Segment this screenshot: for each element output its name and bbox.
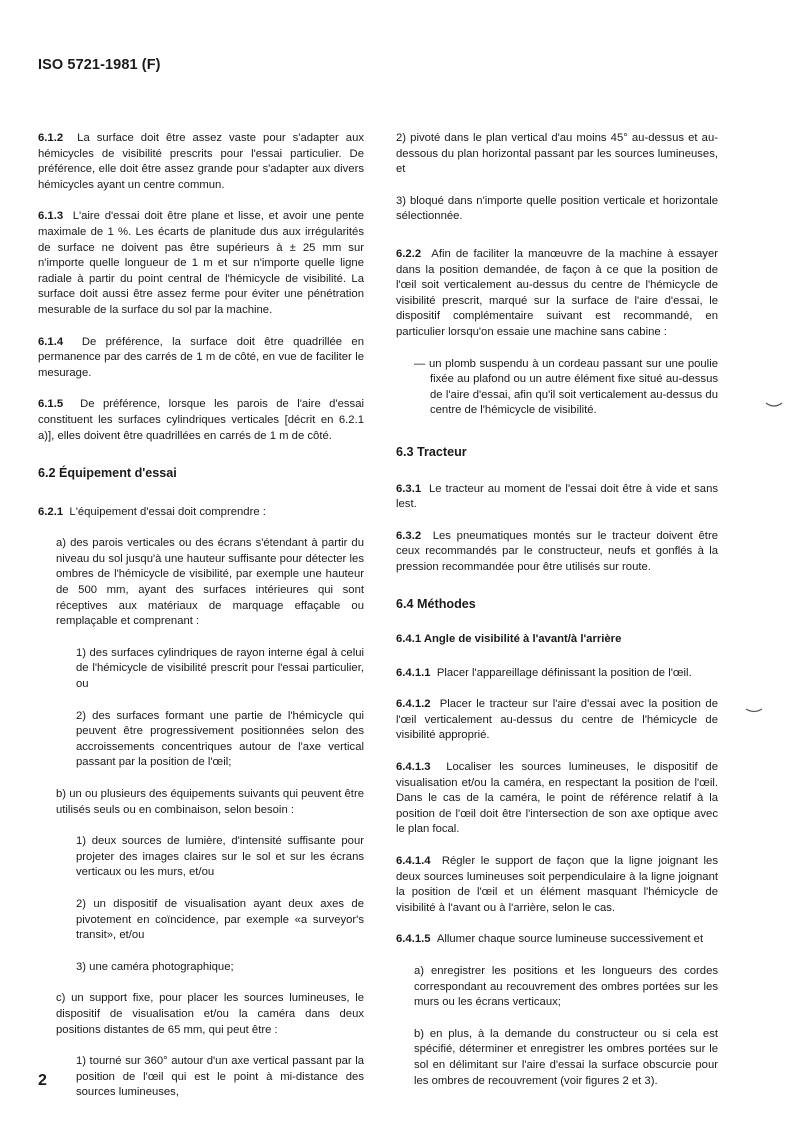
- page-number: 2: [38, 1072, 47, 1089]
- item-c: c) un support fixe, pour placer les sources lumineuses, le dispositif de visualisation et/ou la caméra dans deux positions distantes de 65 mm, qui peut être :: [56, 992, 364, 1036]
- clause-number: 6.2.2: [396, 247, 422, 260]
- item-b-2: 2) un dispositif de visualisation ayant deux axes de pivotement en coïncidence, par exemple «a surveyor's transit», et/ou: [76, 897, 364, 942]
- clause-text: Le tracteur au moment de l'essai doit être à vide et sans lest.: [396, 482, 718, 511]
- item-b-1: 1) deux sources de lumière, d'intensité suffisante pour projeter des images claires sur le sol et sur les écrans verticaux ou les murs, et/ou: [76, 835, 364, 879]
- section-heading: 6.4 Méthodes: [396, 597, 476, 612]
- item-b-3: 3) une caméra photographique;: [76, 960, 234, 973]
- clause-number: 6.4.1.2: [396, 698, 431, 711]
- document-header: ISO 5721-1981 (F): [38, 57, 161, 73]
- clause-6-3-2: [396, 529, 718, 576]
- clause-number: 6.4.1.1: [396, 666, 431, 679]
- clause-6-1-3: [38, 209, 364, 318]
- clause-number: 6.1.5: [38, 398, 64, 411]
- clause-number: 6.1.2: [38, 132, 64, 144]
- item-a-2: 2) des surfaces formant une partie de l'hémicycle qui peuvent être progressivement positionnées selon des accroissements concentriques autour de l'axe vertical passant par la position de l'œil;: [76, 709, 364, 769]
- item-a-1: 1) des surfaces cylindriques de rayon interne égal à celui de l'hémicycle de visibilité prescrit pour l'essai particulier, ou: [76, 646, 364, 691]
- dash-item-plumb: — un plomb suspendu à un cordeau passant sur une poulie fixée au plafond ou un autre élément fixe situé au-dessus de l'aire d'essai, afin qu'il soit verticalement au-dessus du centre de l'hémicycle de visibilité.: [414, 357, 718, 417]
- clause-6-4-1-4: [396, 854, 718, 916]
- item-c-3: 3) bloqué dans n'importe quelle position verticale et horizontale sélectionnée.: [396, 194, 718, 223]
- clause-text: De préférence, lorsque les parois de l'aire d'essai constituent les surfaces cylindriques verticales [décrit en 6.2.1 a)], elles doivent être quadrillées en carrés de 1 m de côté.: [38, 398, 364, 442]
- clause-6-4-1-2: [396, 697, 718, 744]
- clause-number: 6.3.1: [396, 482, 422, 495]
- item-c-1: 1) tourné sur 360° autour d'un axe vertical passant par la position de l'œil qui est le point à mi-distance des sources lumineuses,: [76, 1055, 364, 1099]
- clause-text: Localiser les sources lumineuses, le dispositif de visualisation et/ou la caméra, en respectant la position de l'œil. Dans le cas de la caméra, le point de référence relatif à la position de l'œil doit être l'intersection de son axe optique avec le plan focal.: [396, 761, 718, 836]
- section-6-3: [396, 445, 718, 462]
- clause-text: L'équipement d'essai doit comprendre :: [69, 505, 266, 518]
- clause-6-1-2: [38, 131, 364, 193]
- section-6-4: [396, 597, 718, 614]
- clause-6-1-5: [38, 397, 364, 444]
- item-right-b: b) en plus, à la demande du constructeur ou si cela est spécifié, déterminer et enregistrer les ombres portées sur le sol en délimitant sur l'aire d'essai la surface obscurcie pour les ombres de recouvrement (voir figures 2 et 3).: [414, 1027, 718, 1087]
- clause-text: Afin de faciliter la manœuvre de la machine à essayer dans la position demandée, de façon à ce que la position de l'œil soit verticalement au-dessus du centre de l'hémicycle de visibilité prescrit, marqué sur la surface de l'aire d'essai, le dispositif complémentaire suivant est recommandé, en particulier lorsqu'on essaie une machine sans cabine :: [396, 247, 718, 338]
- clause-6-1-4: [38, 335, 364, 382]
- clause-text: Régler le support de façon que la ligne joignant les deux sources lumineuses soit perpendiculaire à la ligne joignant la position de l'œil et un élément masquant l'hémicycle de visibilité à l'avant ou à l'arrière, selon le cas.: [396, 855, 718, 914]
- clause-text: Les pneumatiques montés sur le tracteur doivent être ceux recommandés par le constructeur, neufs et gonflés à la pression recommandée pour être utilisés sur route.: [396, 529, 718, 573]
- margin-mark-icon: [745, 706, 763, 716]
- clause-text: De préférence, la surface doit être quadrillée en permanence par des carrés de 1 m de côté, en vue de faciliter le mesurage.: [38, 335, 364, 379]
- clause-number: 6.4.1.5: [396, 933, 431, 946]
- clause-number: 6.1.4: [38, 335, 64, 348]
- clause-text: Placer l'appareillage définissant la position de l'œil.: [436, 666, 692, 679]
- clause-number: 6.1.3: [38, 210, 64, 223]
- subsection-heading: 6.4.1 Angle de visibilité à l'avant/à l'arrière: [396, 633, 622, 646]
- clause-number: 6.4.1.4: [396, 855, 431, 867]
- clause-6-3-1: [396, 482, 718, 513]
- item-b: b) un ou plusieurs des équipements suivants qui peuvent être utilisés seuls ou en combinaison, selon besoin :: [56, 788, 364, 816]
- clause-6-4-1-3: [396, 760, 718, 838]
- clause-number: 6.4.1.3: [396, 761, 431, 774]
- clause-text: La surface doit être assez vaste pour s'adapter aux hémicycles de visibilité prescrits pour l'essai particulier. De préférence, elle doit être assez grande pour s'adapter aux divers hémicycles ayant un centre commun.: [38, 132, 365, 191]
- clause-6-2-1: [38, 505, 364, 521]
- left-column: [38, 131, 364, 1117]
- clause-number: 6.2.1: [38, 505, 64, 518]
- clause-number: 6.3.2: [396, 529, 422, 542]
- clause-text: L'aire d'essai doit être plane et lisse, et avoir une pente maximale de 1 %. Les écarts de planitude dus aux irrégularités de surface ne doivent pas être supérieurs à ± 25 mm sur n'importe quelle longueur de 1 m et sur n'importe quelle ligne radiale à partir du point central de l'hémicycle de visibilité. La surface doit aussi être assez ferme pour éviter une pénétration mesurable de la surface du sol par la machine.: [38, 210, 364, 316]
- section-heading: 6.3 Tracteur: [396, 444, 467, 459]
- right-column: [396, 131, 718, 1105]
- subsection-6-4-1: [396, 632, 718, 648]
- clause-6-2-2: [396, 247, 718, 341]
- clause-text: Placer le tracteur sur l'aire d'essai avec la position de l'œil verticalement au-dessus du centre de l'hémicycle de visibilité approprié.: [396, 698, 718, 742]
- section-heading: 6.2 Équipement d'essai: [38, 466, 177, 481]
- item-c-2: 2) pivoté dans le plan vertical d'au moins 45° au-dessus et au-dessous du plan horizontal passant par les sources lumineuses, et: [396, 132, 718, 176]
- section-6-2: [38, 466, 364, 483]
- item-right-a: a) enregistrer les positions et les longueurs des cordes correspondant au recouvrement des ombres portées sur les murs ou les écrans verticaux;: [414, 964, 718, 1009]
- margin-mark-icon: [765, 400, 783, 410]
- clause-6-4-1-1: [396, 666, 718, 682]
- clause-text: Allumer chaque source lumineuse successivement et: [436, 933, 704, 946]
- clause-6-4-1-5: [396, 932, 718, 948]
- item-a: a) des parois verticales ou des écrans s'étendant à partir du niveau du sol jusqu'à une hauteur suffisante pour détecter les ombres de l'hémicycle de visibilité, par exemple une hauteur de 500 mm, ayant des surfaces intérieures qui sont réceptives aux matériaux de marquage effaçable ou remplaçable et comprenant :: [56, 537, 364, 628]
